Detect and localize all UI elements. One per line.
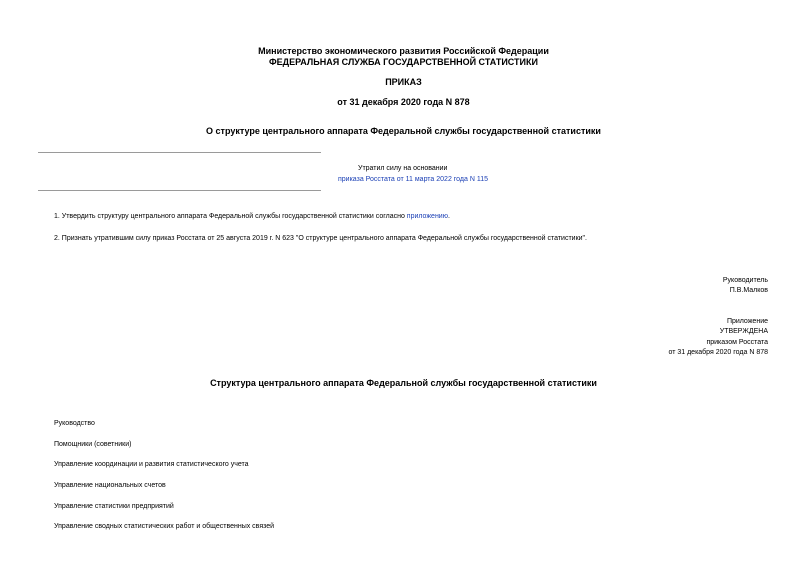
order-item-1-text: 1. Утвердить структуру центрального аппарата Федеральной службы государственной статистики согласно [54, 213, 407, 220]
structure-unit: Управление координации и развития статистического учета [54, 461, 249, 468]
structure-title: Структура центрального аппарата Федеральной службы государственной статистики [210, 378, 597, 388]
order-item-1 [54, 212, 450, 221]
appendix-approved: УТВЕРЖДЕНА [719, 328, 768, 335]
signature-role: Руководитель [722, 277, 768, 284]
appendix-by-order: приказом Росстата [706, 339, 768, 346]
status-note-text: Утратил силу на основании [358, 165, 448, 172]
document-date: от 31 декабря 2020 года N 878 [337, 97, 470, 107]
divider-bottom [38, 190, 321, 191]
structure-unit: Управление статистики предприятий [54, 503, 174, 510]
status-note-link[interactable]: приказа Росстата от 11 марта 2022 года N 115 [338, 176, 489, 183]
document-title: О структуре центрального аппарата Федеральной службы государственной статистики [206, 126, 601, 136]
order-item-1-suffix: . [447, 213, 450, 220]
service-name: ФЕДЕРАЛЬНАЯ СЛУЖБА ГОСУДАРСТВЕННОЙ СТАТИСТИКИ [269, 57, 538, 67]
appendix-date: от 31 декабря 2020 года N 878 [668, 349, 768, 356]
document-type: ПРИКАЗ [385, 77, 422, 87]
divider-top [38, 152, 321, 153]
signature-name: П.В.Малков [729, 287, 768, 294]
appendix-label: Приложение [726, 318, 768, 325]
structure-unit: Руководство [54, 420, 95, 427]
appendix-link[interactable]: приложению [406, 213, 448, 220]
ministry-name: Министерство экономического развития Российской Федерации [258, 46, 549, 56]
structure-unit: Помощники (советники) [54, 441, 132, 448]
structure-unit: Управление сводных статистических работ и общественных связей [54, 523, 275, 530]
structure-unit: Управление национальных счетов [54, 482, 166, 489]
order-item-2: 2. Признать утратившим силу приказ Росстата от 25 августа 2019 г. N 623 "О структуре центрального аппарата Федеральной службы государственной статистики". [54, 235, 587, 242]
